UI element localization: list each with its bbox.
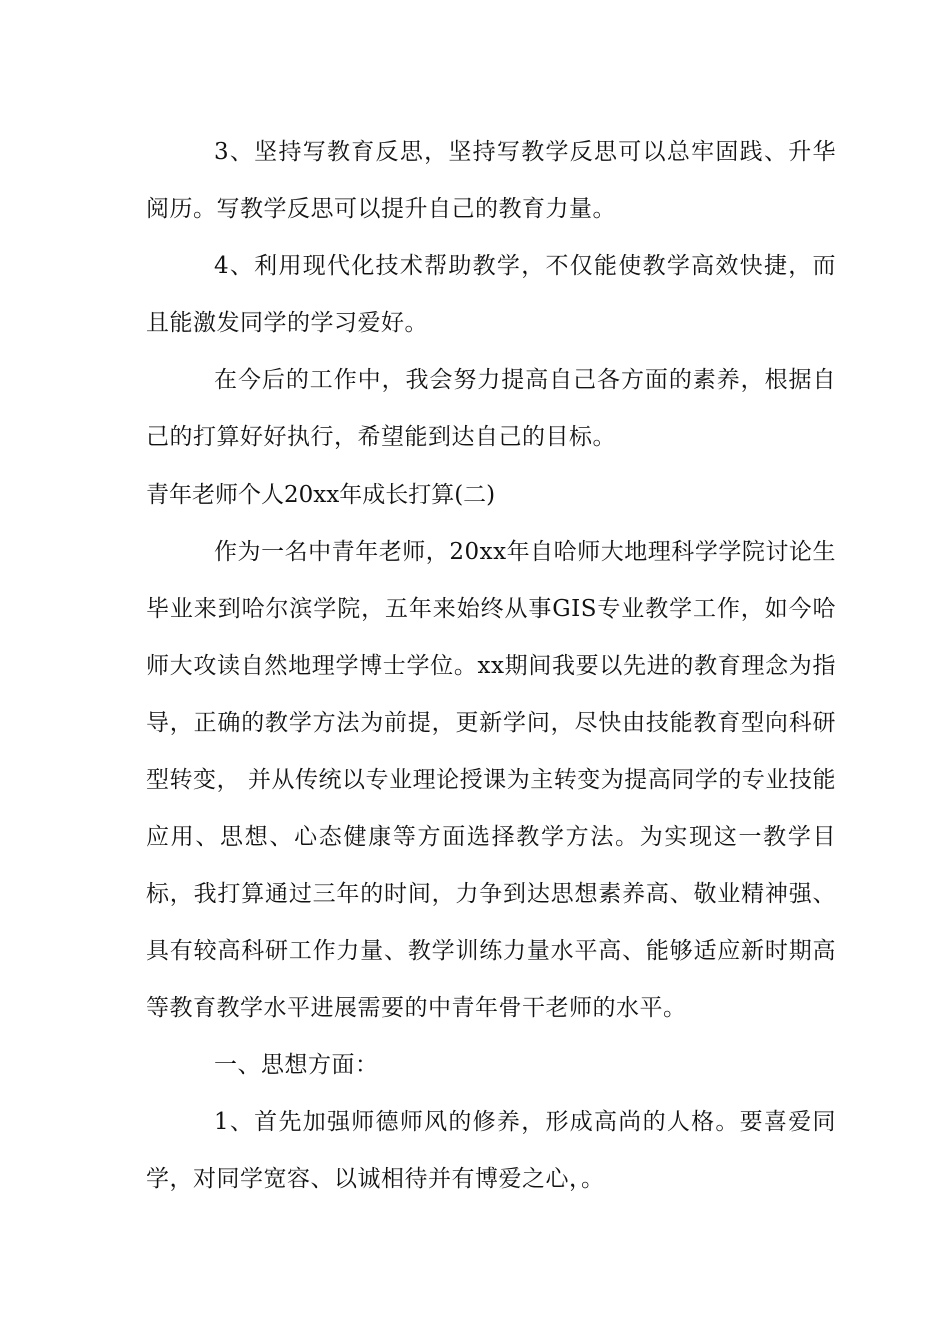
section-title: 青年老师个人20xx年成长打算(二) (146, 482, 496, 508)
paragraph-reflection: 3、坚持写教育反思，坚持写教学反思可以总牢固践、升华阅历。写教学反思可以提升自己的教育力量。 (146, 139, 836, 222)
paragraph-ethics: 1、首先加强师德师风的修养，形成高尚的人格。要喜爱同学，对同学宽容、以诚相待并有博爱之心，。 (146, 1109, 836, 1192)
paragraph-thought-heading: 一、思想方面： (214, 1052, 379, 1078)
paragraph-introduction: 作为一名中青年老师，20xx年自哈师大地理科学学院讨论生毕业来到哈尔滨学院，五年来始终从事GIS专业教学工作，如今哈师大攻读自然地理学博士学位。xx期间我要以先进的教育理念为指导，正确的教学方法为前提，更新学问，尽快由技能教育型向科研型转变， 并从传统以专业理论授课为主转变为提高同学的专业技能应用、思想、心态健康等方面选择教学方法。为实现这一教学目标，我打算通过三年的时间，力争到达思想素养高、敬业精神强、具有较高科研工作力量、教学训练力量水平高、能够适应新时期高等教育教学水平进展需要的中青年骨干老师的水平。 (146, 539, 836, 1021)
paragraph-technology: 4、利用现代化技术帮助教学，不仅能使教学高效快捷，而且能激发同学的学习爱好。 (146, 253, 836, 336)
paragraph-future-work: 在今后的工作中，我会努力提高自己各方面的素养，根据自己的打算好好执行，希望能到达自己的目标。 (146, 367, 836, 450)
